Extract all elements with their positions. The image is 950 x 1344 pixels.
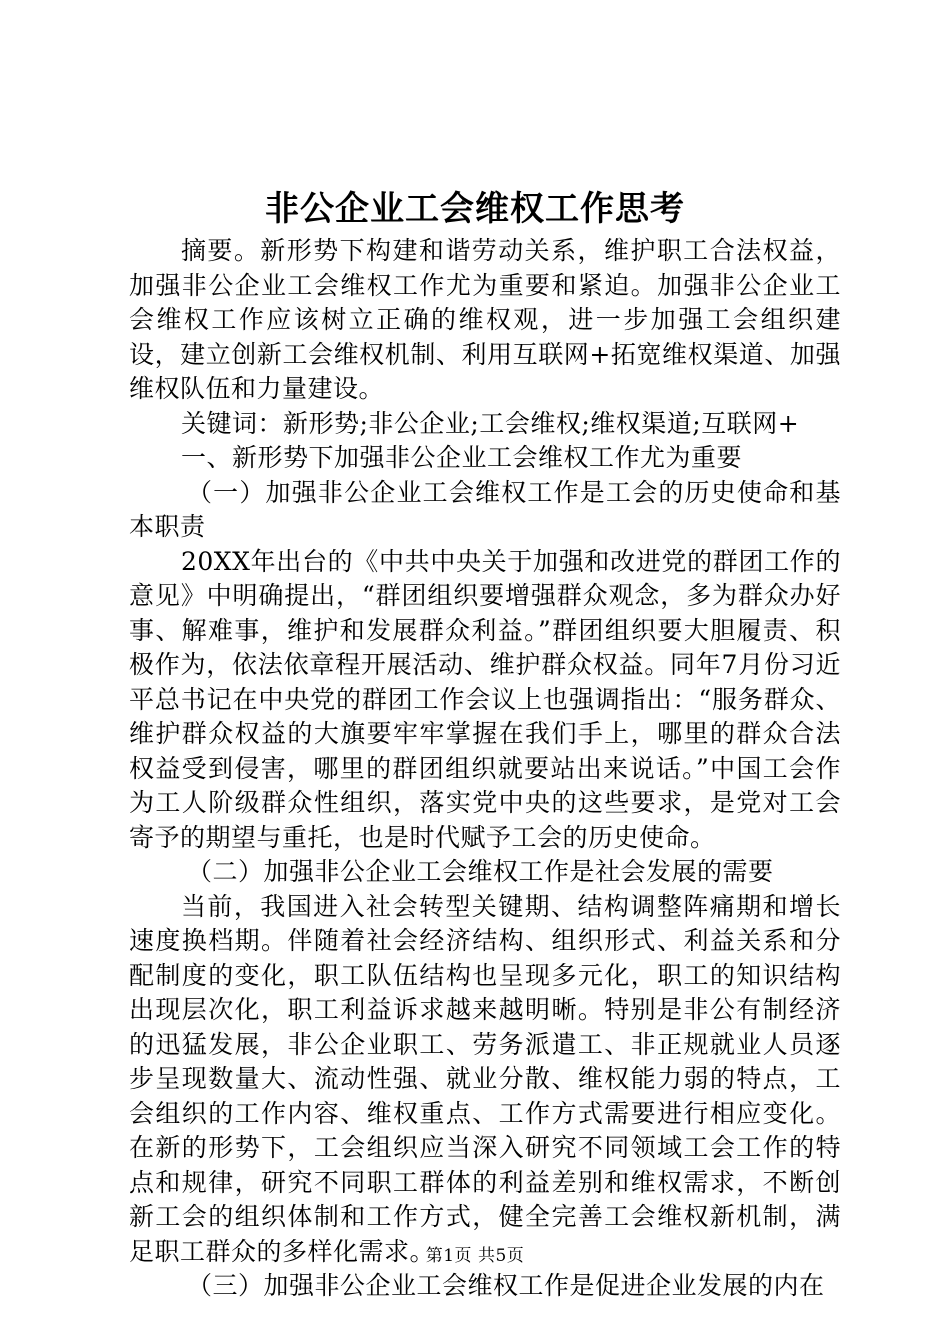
section-heading-1: 一、新形势下加强非公企业工会维权工作尤为重要 xyxy=(181,443,743,472)
document-title: 非公企业工会维权工作思考 xyxy=(265,189,685,229)
document-body xyxy=(129,234,841,1304)
abstract-paragraph: 摘要。新形势下构建和谐劳动关系，维护职工合法权益，加强非公企业工会维权工作尤为重要和紧迫。加强非公企业工会维权工作应该树立正确的维权观，进一步加强工会组织建设，建立创新工会维权机制、利用互联网+拓宽维权渠道、加强维权队伍和力量建设。 xyxy=(129,236,841,403)
body-paragraph-2: 当前，我国进入社会转型关键期、结构调整阵痛期和增长速度换档期。伴随着社会经济结构、组织形式、利益关系和分配制度的变化，职工队伍结构也呈现多元化，职工的知识结构出现层次化，职工利益诉求越来越明晰。特别是非公有制经济的迅猛发展，非公企业职工、劳务派遣工、非正规就业人员逐步呈现数量大、流动性强、就业分散、维权能力弱的特点，工会组织的工作内容、维权重点、工作方式需要进行相应变化。在新的形势下，工会组织应当深入研究不同领域工会工作的特点和规律，研究不同职工群体的利益差别和维权需求，不断创新工会的组织体制和工作方式，健全完善工会维权新机制，满足职工群众的多样化需求。 xyxy=(129,891,841,1266)
subsection-heading-2: （二）加强非公企业工会维权工作是社会发展的需要 xyxy=(187,857,774,886)
keywords-paragraph: 关键词：新形势;非公企业;工会维权;维权渠道;互联网+ xyxy=(181,408,800,438)
body-paragraph-1: 20XX年出台的《中共中央关于加强和改进党的群团工作的意见》中明确提出，“群团组织要增强群众观念，多为群众办好事、解难事，维护和发展群众利益。”群团组织要大胆履责、积极作为，依法依章程开展活动、维护群众权益。同年7月份习近平总书记在中央党的群团工作会议上也强调指出：“服务群众、维护群众权益的大旗要牢牢掌握在我们手上，哪里的群众合法权益受到侵害，哪里的群团组织就要站出来说话。”中国工会作为工人阶级群众性组织，落实党中央的这些要求，是党对工会寄予的期望与重托，也是时代赋予工会的历史使命。 xyxy=(129,546,841,852)
subsection-heading-1: （一）加强非公企业工会维权工作是工会的历史使命和基本职责 xyxy=(129,477,841,541)
subsection-heading-3: （三）加强非公企业工会维权工作是促进企业发展的内在 xyxy=(187,1271,825,1300)
page-footer: 第1页 共5页 xyxy=(425,1246,525,1266)
